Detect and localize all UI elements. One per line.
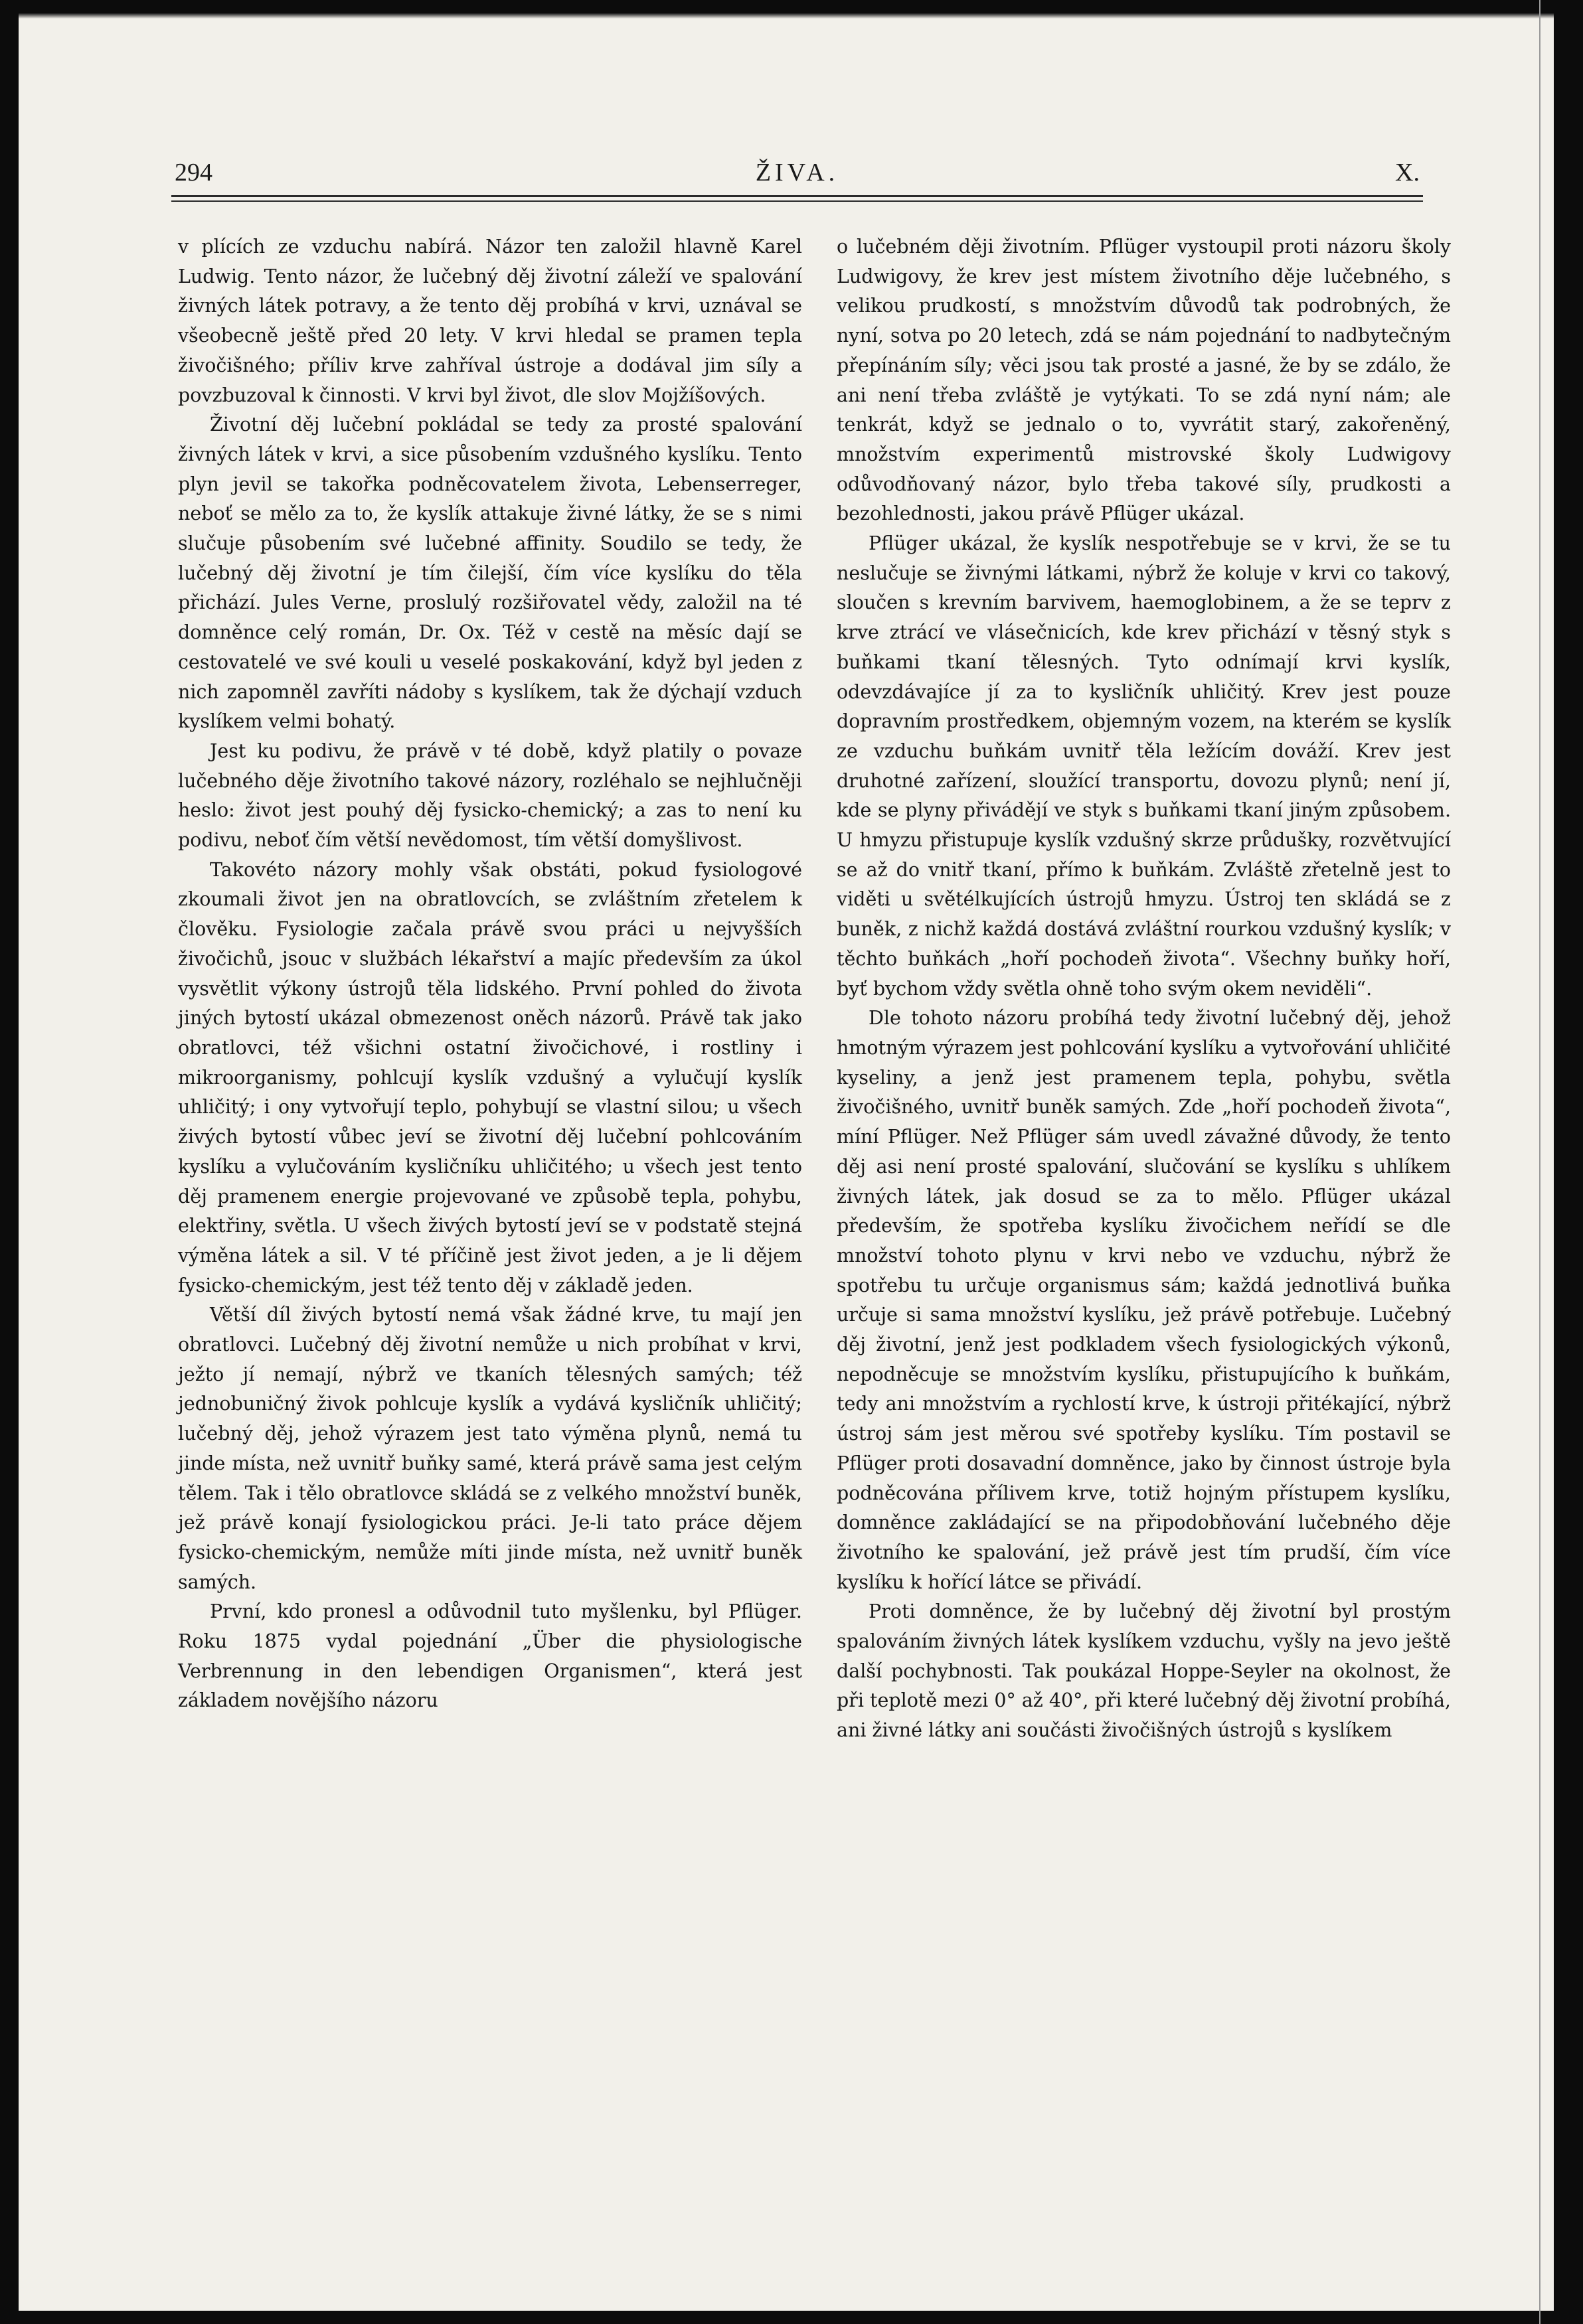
paragraph: o lučebném ději životním. Pflüger vystoupil proti názoru školy Ludwigovy, že krev jest místem životního děje lučebného, s velikou prudkostí, s množstvím důvodů tak podrobných, že nyní, sotva po 20 letech, zdá se nám pojednání to nadbytečným přepínáním síly; věci jsou tak prosté a jasné, že by se zdálo, že ani není třeba zvláště je vytýkati. To se zdá nyní nám; ale tenkrát, když se jednalo o to, vyvrátit starý, zakořeněný, množstvím experimentů mistrovské školy Ludwigovy odůvodňovaný názor, bylo třeba takové síly, prudkosti a bezohlednosti, jakou právě Pflüger ukázal.	[837, 236, 1451, 525]
volume-number: X.	[1395, 159, 1420, 187]
journal-title: ŽIVA.	[755, 159, 839, 187]
page-number: 294	[175, 159, 212, 187]
paragraph: První, kdo pronesl a odůvodnil tuto myšlenku, byl Pflüger. Roku 1875 vydal pojednání „Über die physiologische Verbrennung in den lebendigen Organismen“, která jest základem novějšího názoru	[178, 1600, 802, 1712]
left-text-column	[178, 232, 802, 1716]
paragraph: Takovéto názory mohly však obstáti, pokud fysiologové zkoumali život jen na obratlovcích, se zvláštním zřetelem k člověku. Fysiologie začala právě svou práci u nejvyšších živočichů, jsouc v službách lékařství a majíc především za úkol vysvětlit výkony ústrojů těla lidského. První pohled do života jiných bytostí ukázal obmezenost oněch názorů. Právě tak jako obratlovci, též všichni ostatní živočichové, i rostliny i mikroorganismy, pohlcují kyslík vzdušný a vylučují kyslík uhličitý; i ony vytvořují teplo, pohybují se vlastní silou; u všech živých bytostí vůbec jeví se životní děj lučební pohlcováním kyslíku a vylučováním kysličníku uhličitého; u všech jest tento děj pramenem energie projevované ve způsobě tepla, pohybu, elektřiny, světla. U všech živých bytostí jeví se v podstatě stejná výměna látek a sil. V té příčině jest život jeden, a je li dějem fysicko-chemickým, jest též tento děj v základě jeden.	[178, 858, 802, 1296]
scanned-page	[19, 13, 1554, 2311]
paragraph: v plících ze vzduchu nabírá. Názor ten založil hlavně Karel Ludwig. Tento názor, že lučebný děj životní záleží ve spalování živných látek potravy, a že tento děj probíhá v krvi, uznával se všeobecně ještě před 20 lety. V krvi hledal se pramen tepla živočišného; příliv krve zahříval ústroje a dodával jim síly a povzbuzoval k činnosti. V krvi byl život, dle slov Mojžíšových.	[178, 236, 802, 406]
running-header	[175, 153, 1420, 193]
scan-edge-line	[1539, 0, 1541, 2324]
paragraph: Pflüger ukázal, že kyslík nespotřebuje se v krvi, že se tu neslučuje se živnými látkami, nýbrž že koluje v krvi co takový, sloučen s krevním barvivem, haemoglobinem, a že se teprv z krve ztrácí ve vlásečnicích, kde krev přichází v těsný styk s buňkami tkaní tělesných. Tyto odnímají krvi kyslík, odevzdávajíce jí za to kysličník uhličitý. Krev jest pouze dopravním prostředkem, objemným vozem, na kterém se kyslík ze vzduchu buňkám uvnitř těla ležícím dováží. Krev jest druhotné zařízení, sloužící transportu, dovozu plynů; není jí, kde se plyny přivádějí ve styk s buňkami tkaní jiným způsobem. U hmyzu přistupuje kyslík vzdušný skrze průdušky, rozvětvující se až do vnitř tkaní, přímo k buňkám. Zvláště zřetelně jest to viděti u světélkujících ústrojů hmyzu. Ústroj ten skládá se z buněk, z nichž každá dostává zvláštní rourkou vzdušný kyslík; v těchto buňkách „hoří pochodeň života“. Všechny buňky hoří, byť bychom vždy světla ohně toho svým okem neviděli“.	[837, 532, 1451, 1000]
paragraph: Dle tohoto názoru probíhá tedy životní lučebný děj, jehož hmotným výrazem jest pohlcování kyslíku a vytvořování uhličité kyseliny, a jenž jest pramenem tepla, pohybu, světla živočišného, uvnitř buněk samých. Zde „hoří pochodeň života“, míní Pflüger. Než Pflüger sám uvedl závažné důvody, že tento děj asi není prosté spalování, slučování se kyslíku s uhlíkem živných látek, jak dosud se za to mělo. Pflüger ukázal především, že spotřeba kyslíku živočichem neřídí se dle množství tohoto plynu v krvi nebo ve vzduchu, nýbrž že spotřebu tu určuje organismus sám; každá jednotlivá buňka určuje si sama množství kyslíku, jež právě potřebuje. Lučebný děj životní, jenž jest podkladem všech fysiologických výkonů, nepodněcuje se množstvím kyslíku, přistupujícího k buňkám, tedy ani množstvím a rychlostí krve, k ústroji přitékající, nýbrž ústroj sám jest měrou své spotřeby kyslíku. Tím postavil se Pflüger proti dosavadní domněnce, jako by činnost ústroje byla podněcována přílivem krve, totiž hojným přístupem kyslíku, domněnce zakládající se na připodobňování lučebného děje životního ke spalování, jež právě jest tím prudší, čím více kyslíku k hořící látce se přivádí.	[837, 1007, 1451, 1593]
right-text-column	[837, 232, 1451, 1746]
paragraph: Větší díl živých bytostí nemá však žádné krve, tu mají jen obratlovci. Lučebný děj životní nemůže u nich probíhat v krvi, ježto jí nemají, nýbrž ve tkaních tělesných samých; též jednobuničný živok pohlcuje kyslík a vydává kysličník uhličitý; lučebný děj, jehož výrazem jest tato výměna plynů, nemá tu jinde místa, než uvnitř buňky samé, která právě sama jest celým tělem. Tak i tělo obratlovce skládá se z velkého množství buněk, jež právě konají fysiologickou práci. Je-li tato práce dějem fysicko-chemickým, nemůže míti jinde místa, než uvnitř buněk samých.	[178, 1304, 802, 1593]
paragraph: Proti domněnce, že by lučebný děj životní byl prostým spalováním živných látek kyslíkem vzduchu, vyšly na jevo ještě další pochybnosti. Tak poukázal Hoppe-Seyler na okolnost, že při teplotě mezi 0° až 40°, při které lučebný děj životní probíhá, ani živné látky ani součásti živočišných ústrojů s kyslíkem	[837, 1600, 1451, 1742]
header-double-rule	[171, 195, 1423, 202]
paragraph: Jest ku podivu, že právě v té době, když platily o povaze lučebného děje životního takové názory, rozléhalo se nejhlučněji heslo: život jest pouhý děj fysicko-chemický; a zas to není ku podivu, neboť čím větší nevědomost, tím větší domyšlivost.	[178, 739, 802, 852]
paragraph: Životní děj lučební pokládal se tedy za prosté spalování živných látek v krvi, a sice působením vzdušného kyslíku. Tento plyn jevil se takořka podněcovatelem života, Lebenserreger, neboť se mělo za to, že kyslík attakuje živné látky, že se s nimi slučuje působením své lučebné affinity. Soudilo se tedy, že lučebný děj životní je tím čilejší, čím více kyslíku do těla přichází. Jules Verne, proslulý rozšiřovatel vědy, založil na té domněnce celý román, Dr. Ox. Též v cestě na měsíc dají se cestovatelé ve své kouli u veselé poskakování, když byl jeden z nich zapomněl zavříti nádoby s kyslíkem, tak že dýchají vzduch kyslíkem velmi bohatý.	[178, 414, 802, 733]
